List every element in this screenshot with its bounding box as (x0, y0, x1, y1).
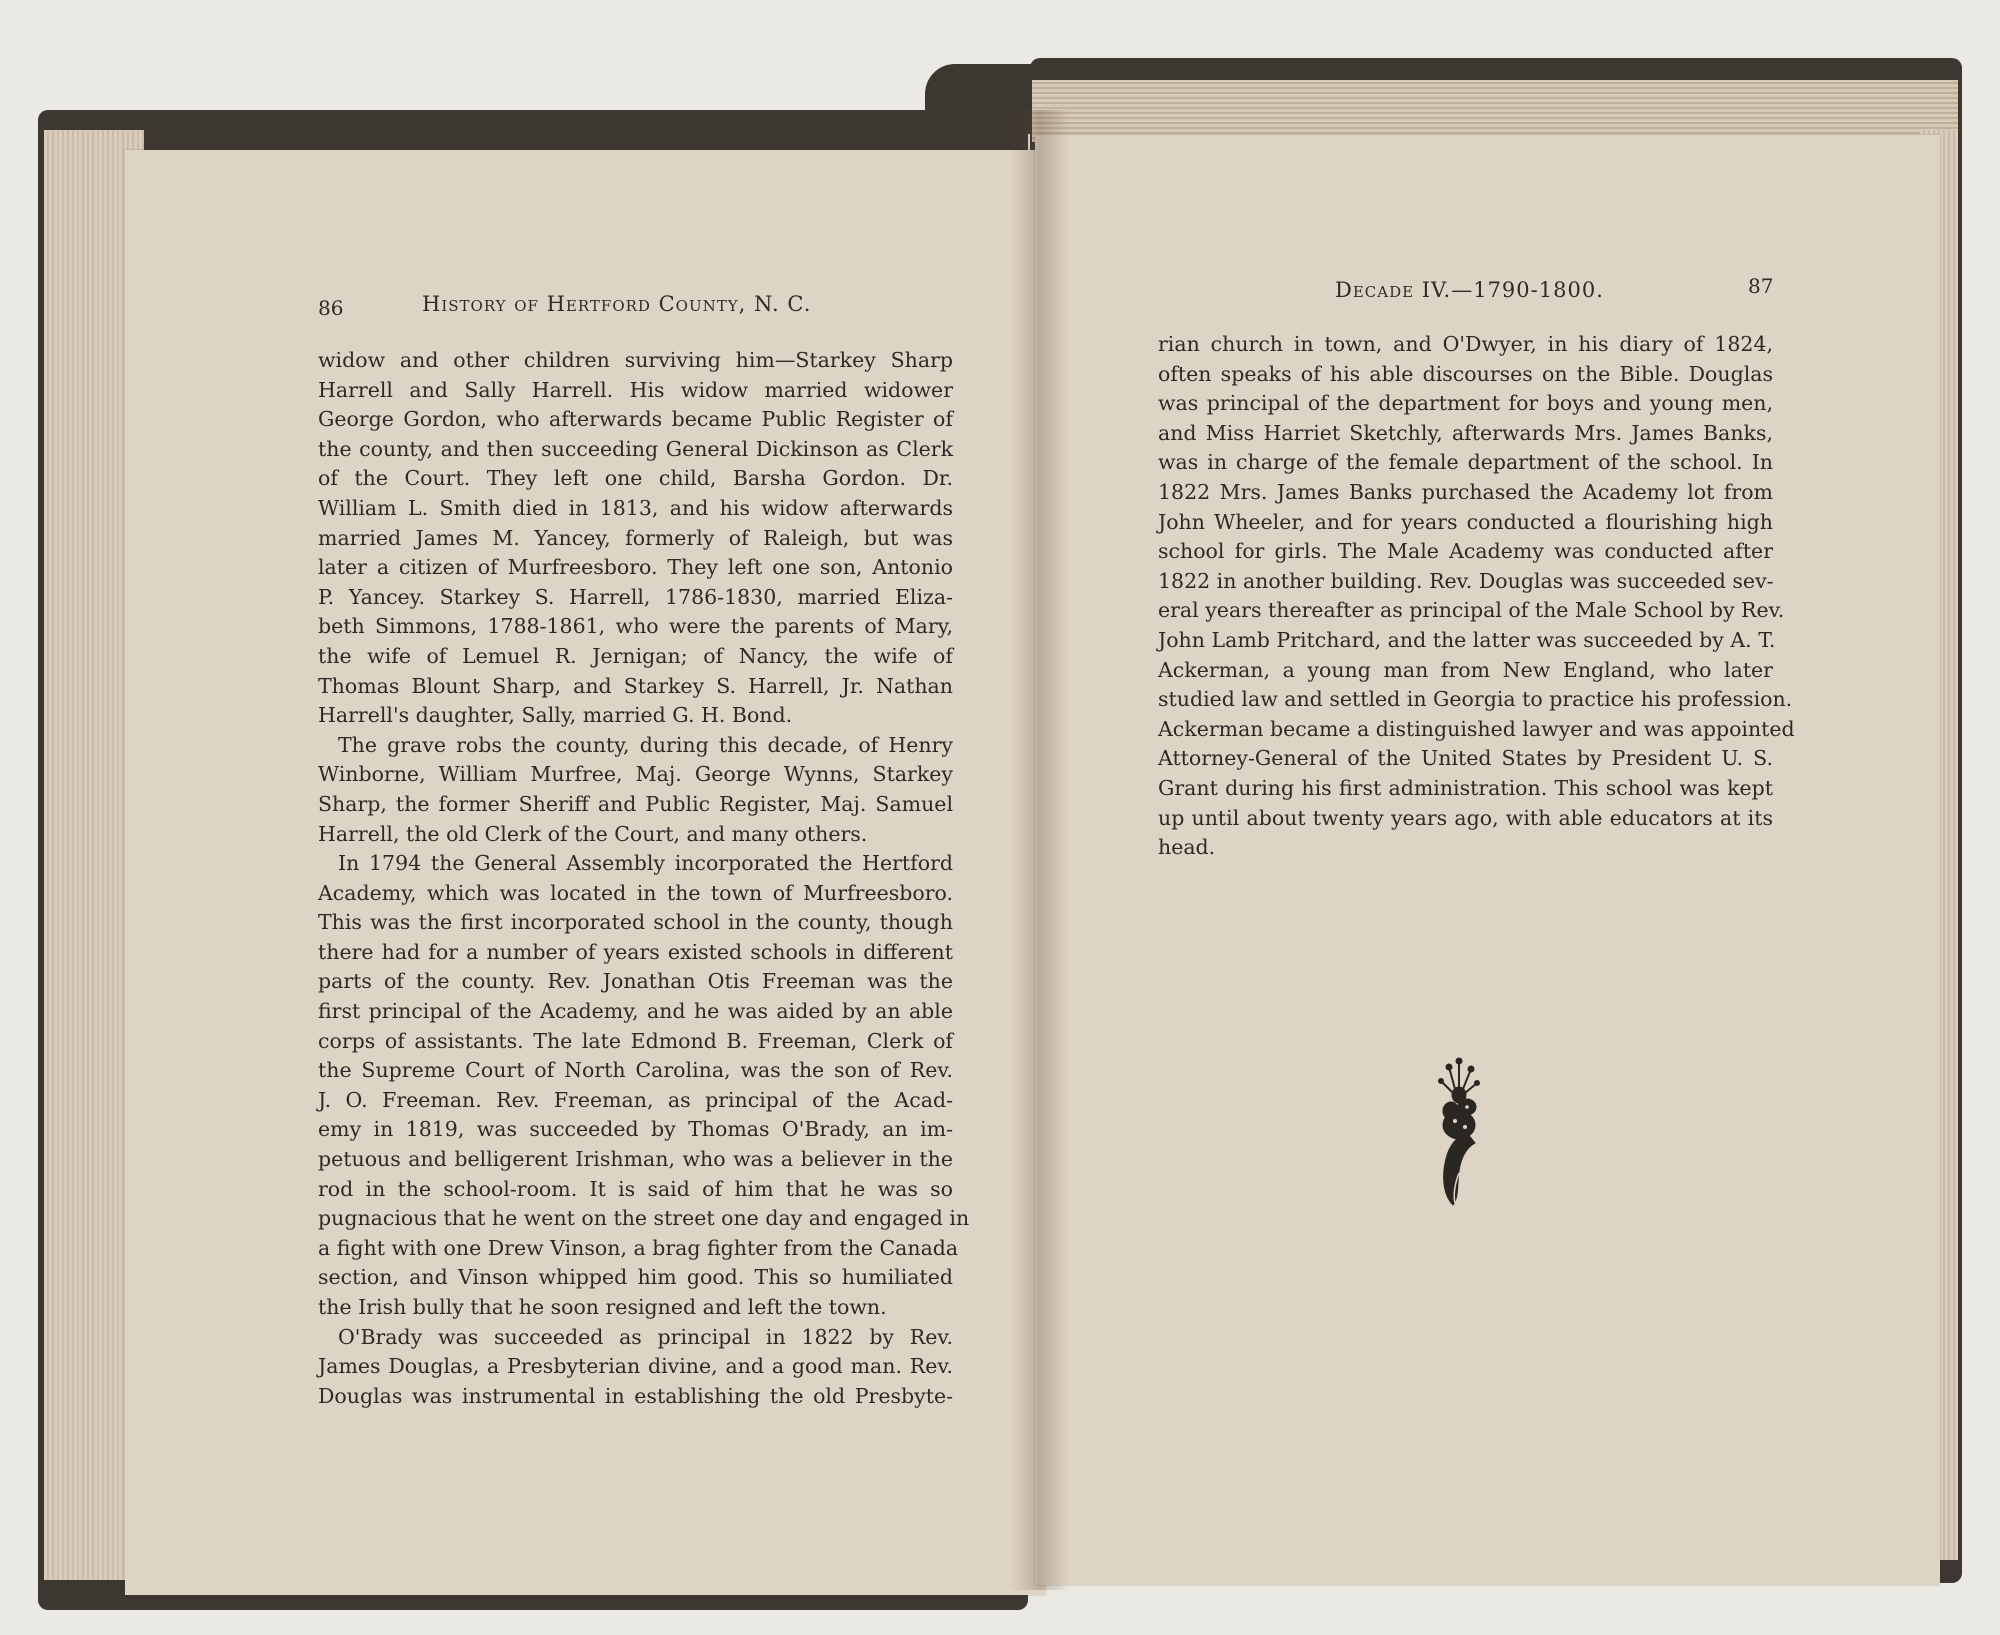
left-page-number: 86 (318, 296, 344, 320)
text-line: John Lamb Pritchard, and the latter was succeeded by A. T. (1158, 627, 1776, 652)
text-line: beth Simmons, 1788-1861, who were the parents of Mary, (318, 614, 953, 639)
text-line: parts of the county. Rev. Jonathan Otis Freeman was the (318, 969, 953, 994)
text-line: up until about twenty years ago, with able educators at its (1158, 805, 1773, 830)
text-line: Douglas was instrumental in establishing the old Presbyte- (318, 1383, 953, 1408)
text-line: emy in 1819, was succeeded by Thomas O'Brady, an im- (318, 1117, 953, 1142)
text-line: Academy, which was located in the town of Murfreesboro. (318, 880, 953, 905)
left-running-head: History of Hertford County, N. C. (422, 292, 812, 316)
text-line: was in charge of the female department of the school. In (1158, 450, 1773, 475)
text-line: of the Court. They left one child, Barsha Gordon. Dr. (318, 466, 953, 491)
text-line: William L. Smith died in 1813, and his widow afterwards (318, 495, 953, 520)
text-line: Harrell and Sally Harrell. His widow married widower (318, 377, 953, 402)
text-line: the county, and then succeeding General Dickinson as Clerk (318, 436, 953, 461)
text-line: often speaks of his able discourses on the Bible. Douglas (1158, 361, 1773, 386)
text-line: Harrell, the old Clerk of the Court, and many others. (318, 821, 868, 846)
text-line: and Miss Harriet Sketchly, afterwards Mrs. James Banks, (1158, 420, 1773, 445)
left-page-text (318, 346, 970, 1411)
right-page-stack-top (1032, 80, 1958, 142)
text-line: widow and other children surviving him—Starkey Sharp (318, 348, 953, 372)
cornucopia-ornament-icon (1425, 1055, 1495, 1215)
text-line: Sharp, the former Sheriff and Public Register, Maj. Samuel (318, 791, 953, 816)
text-line: school for girls. The Male Academy was conducted after (1158, 539, 1773, 564)
text-line: rian church in town, and O'Dwyer, in his diary of 1824, (1158, 332, 1773, 356)
text-line: In 1794 the General Assembly incorporated the Hertford (338, 851, 953, 876)
text-line: Harrell's daughter, Sally, married G. H. Bond. (318, 703, 793, 728)
text-line: pugnacious that he went on the street one day and engaged in (318, 1206, 970, 1231)
text-line: J. O. Freeman. Rev. Freeman, as principal of the Acad- (318, 1087, 953, 1112)
text-line: George Gordon, who afterwards became Public Register of (318, 407, 953, 432)
text-line: Winborne, William Murfree, Maj. George Wynns, Starkey (318, 762, 953, 787)
text-line: corps of assistants. The late Edmond B. Freeman, Clerk of (318, 1028, 953, 1053)
text-line: The grave robs the county, during this decade, of Henry (338, 732, 953, 757)
text-line: rod in the school-room. It is said of him that he was so (318, 1176, 953, 1201)
text-line: This was the first incorporated school in the county, though (318, 910, 953, 935)
text-line: a fight with one Drew Vinson, a brag fighter from the Canada (318, 1235, 959, 1260)
text-line: the Irish bully that he soon resigned and left the town. (318, 1295, 887, 1319)
text-line: Ackerman became a distinguished lawyer and was appointed (1158, 716, 1795, 741)
text-line: O'Brady was succeeded as principal in 1822 by Rev. (338, 1324, 953, 1349)
text-line: eral years thereafter as principal of the Male School by Rev. (1158, 598, 1785, 623)
text-line: first principal of the Academy, and he was aided by an able (318, 999, 953, 1024)
text-line: Ackerman, a young man from New England, who later (1158, 657, 1773, 682)
text-line: petuous and belligerent Irishman, who was a believer in the (318, 1147, 953, 1172)
text-line: James Douglas, a Presbyterian divine, and a good man. Rev. (318, 1354, 953, 1379)
right-page-text (1158, 330, 1795, 863)
text-line: 1822 in another building. Rev. Douglas was succeeded sev- (1158, 568, 1774, 593)
text-line: later a citizen of Murfreesboro. They left one son, Antonio (318, 555, 953, 580)
page-gutter (1010, 110, 1070, 1590)
text-line: married James M. Yancey, formerly of Raleigh, but was (318, 525, 953, 550)
right-running-head: Decade IV.—1790-1800. (1335, 278, 1604, 302)
text-line: Grant during his first administration. This school was kept (1158, 775, 1773, 800)
text-line: section, and Vinson whipped him good. This so humiliated (318, 1265, 953, 1290)
text-line: head. (1158, 835, 1216, 860)
text-line: studied law and settled in Georgia to practice his profession. (1158, 687, 1793, 712)
text-line: Thomas Blount Sharp, and Starkey S. Harrell, Jr. Nathan (318, 673, 953, 698)
text-line: the wife of Lemuel R. Jernigan; of Nancy, the wife of (318, 643, 953, 668)
text-line: John Wheeler, and for years conducted a flourishing high (1158, 509, 1773, 534)
text-line: was principal of the department for boys and young men, (1158, 391, 1773, 416)
text-line: 1822 Mrs. James Banks purchased the Academy lot from (1158, 479, 1773, 504)
text-line: there had for a number of years existed schools in different (318, 939, 953, 964)
text-line: P. Yancey. Starkey S. Harrell, 1786-1830, married Eliza- (318, 584, 953, 609)
text-line: Attorney-General of the United States by President U. S. (1158, 746, 1773, 771)
right-page-number: 87 (1748, 274, 1774, 298)
text-line: the Supreme Court of North Carolina, was the son of Rev. (318, 1058, 953, 1083)
